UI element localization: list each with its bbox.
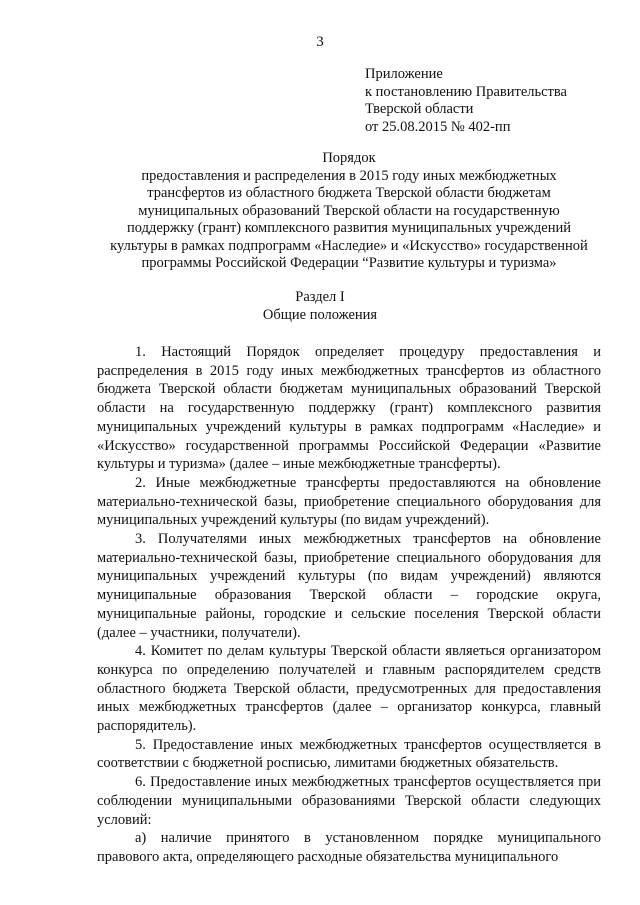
appendix-line: Приложение — [365, 66, 443, 82]
title-line: трансфертов из областного бюджета Тверской области бюджетам — [147, 185, 551, 201]
appendix-line: к постановлению Правительства — [365, 83, 567, 100]
appendix-block — [365, 66, 567, 136]
section-heading — [0, 289, 640, 324]
section-number: Раздел I — [295, 289, 345, 305]
section-name: Общие положения — [262, 306, 378, 323]
paragraph: 3. Получателями иных межбюджетных трансфертов на обновление материально-технической базы, приобретение специального оборудования для муниципальных учреждений культуры (по видам учреждений) являются муниципальные образования Тверской области – городские округа, муниципальные районы, городские и сельские поселения Тверской области (далее – участники, получатели). — [97, 531, 601, 641]
paragraph: 1. Настоящий Порядок определяет процедуру предоставления и распределения в 2015 году иных межбюджетных трансфертов из областного бюджета Тверской области бюджетам муниципальных образований Тверской области на государственную поддержку (грант) комплексного развития муниципальных учреждений культуры в рамках подпрограмм «Наследие» и «Искусство» государственной программы Российской Федерации «Развитие культуры и туризма» (далее – иные межбюджетные трансферты). — [97, 344, 601, 473]
paragraph: а) наличие принятого в установленном порядке муниципального правового акта, определяющего расходные обязательства муниципального — [97, 830, 601, 865]
paragraph: 2. Иные межбюджетные трансферты предоставляются на обновление материально-технической базы, приобретение специального оборудования для муниципальных учреждений культуры (по видам учреждений). — [97, 474, 601, 529]
paragraph: 6. Предоставление иных межбюджетных трансфертов осуществляется при соблюдении муниципальными образованиями Тверской области следующих условий: — [97, 774, 601, 828]
title-line: предоставления и распределения в 2015 году иных межбюджетных — [141, 167, 557, 184]
paragraph: 5. Предоставление иных межбюджетных трансфертов осуществляется в соответствии с бюджетной росписью, лимитами бюджетных обязательств. — [97, 736, 601, 772]
title-line: культуры в рамках подпрограмм «Наследие» и «Искусство» государственной — [110, 237, 588, 254]
page-number: 3 — [316, 34, 324, 50]
title-line: муниципальных образований Тверской области на государственную — [138, 202, 560, 219]
appendix-line: Тверской области — [365, 101, 474, 117]
title-line: программы Российской Федерации “Развитие культуры и туризма» — [141, 255, 557, 271]
title-heading: Порядок — [322, 150, 376, 166]
appendix-line: от 25.08.2015 № 402-пп — [365, 118, 511, 135]
paragraph: 4. Комитет по делам культуры Тверской области являеться организатором конкурса по определению получателей и главным распорядителем средств областного бюджета Тверской области, предусмотренных для предоставления иных межбюджетных трансфертов (далее – организатор конкурса, главный распорядитель). — [97, 643, 601, 735]
document-body — [97, 343, 601, 867]
document-title — [80, 150, 618, 273]
title-line: поддержку (грант) комплексного развития муниципальных учреждений — [126, 220, 572, 236]
